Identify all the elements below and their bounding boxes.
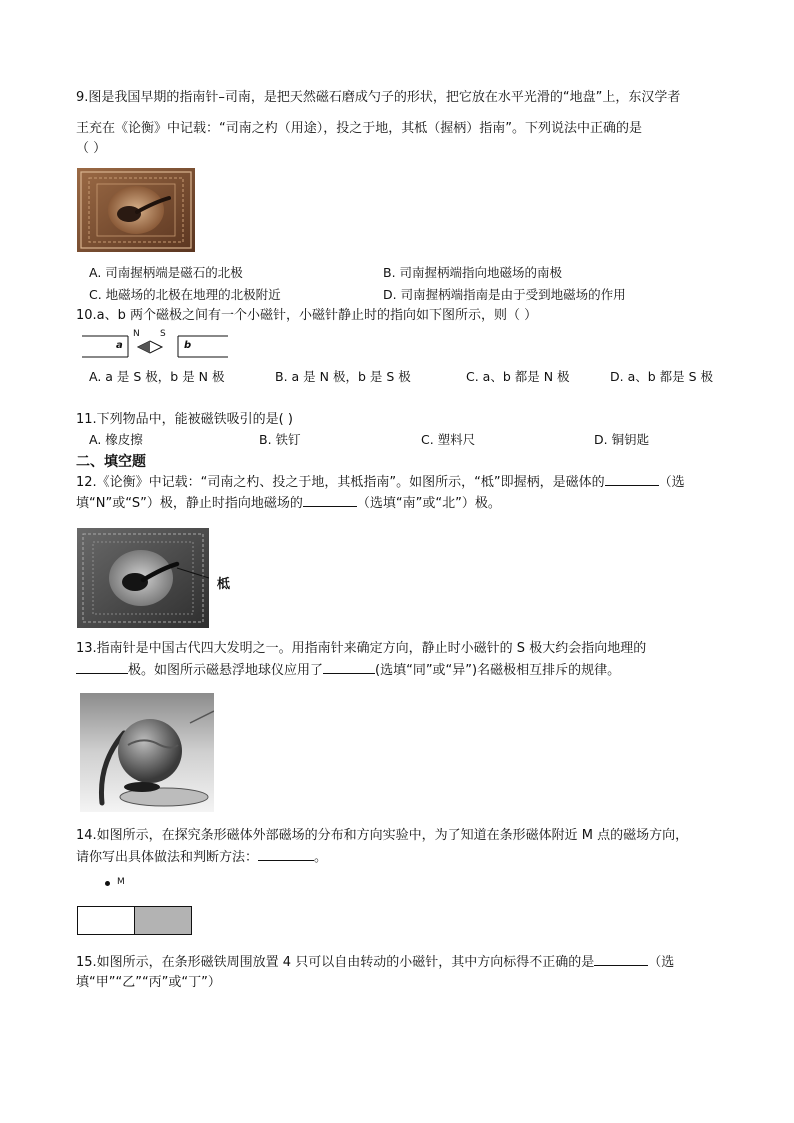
point-m-dot xyxy=(105,881,110,886)
sinan-compass-image xyxy=(77,168,195,252)
q11-stem: 11.下列物品中，能被磁铁吸引的是( ) xyxy=(76,412,293,427)
q11-option-d[interactable]: D. 铜钥匙 xyxy=(594,432,650,447)
q11-option-c[interactable]: C. 塑料尺 xyxy=(421,432,476,447)
q13-blank-1[interactable] xyxy=(76,661,128,674)
q12-line2-text: 填“N”或“S”）极，静止时指向地磁场的 xyxy=(76,496,303,511)
needle-s-label: S xyxy=(160,329,166,339)
q12-line1-suffix: （选 xyxy=(658,475,685,490)
q12-blank-1[interactable] xyxy=(605,473,659,486)
q12-line1-text: 12.《论衡》中记载：“司南之杓、投之于地，其柢指南”。如图所示，“柢”即握柄，是磁体的 xyxy=(76,475,605,490)
section-heading: 二、填空题 xyxy=(76,454,146,470)
q9-option-c[interactable]: C. 地磁场的北极在地理的北极附近 xyxy=(89,287,281,302)
q12-line1 xyxy=(76,473,685,492)
q10-stem: 10.a、b 两个磁极之间有一个小磁针，小磁针静止时的指向如下图所示，则（ ） xyxy=(76,308,538,323)
needle-n-label: N xyxy=(133,329,140,339)
sinan-grayscale-image xyxy=(77,528,209,628)
q14-line2-text: 请你写出具体做法和判断方法： xyxy=(76,850,259,865)
magnet-b-label: b xyxy=(184,340,192,351)
q9-option-d[interactable]: D. 司南握柄端指南是由于受到地磁场的作用 xyxy=(383,287,626,302)
q9-option-a[interactable]: A. 司南握柄端是磁石的北极 xyxy=(89,265,243,280)
q10-option-b[interactable]: B. a 是 N 极，b 是 S 极 xyxy=(275,369,411,384)
q11-option-b[interactable]: B. 铁钉 xyxy=(259,432,301,447)
q15-line1 xyxy=(76,953,674,972)
bar-magnet-white-half xyxy=(78,907,135,934)
q12-blank-2[interactable] xyxy=(303,494,357,507)
q12-line2-suffix: （选填“南”或“北”）极。 xyxy=(356,496,501,511)
magnet-poles-figure xyxy=(82,331,228,361)
q10-option-c[interactable]: C. a、b 都是 N 极 xyxy=(466,369,570,384)
handle-label: 柢 xyxy=(217,577,231,592)
q9-stem-line1: 9.图是我国早期的指南针–司南，是把天然磁石磨成勺子的形状，把它放在水平光滑的“地盘”上，东汉学者 xyxy=(76,90,681,105)
q9-option-b[interactable]: B. 司南握柄端指向地磁场的南极 xyxy=(383,265,563,280)
q15-line2: 填“甲”“乙”“丙”或“丁”） xyxy=(76,975,221,990)
q10-option-d[interactable]: D. a、b 都是 S 极 xyxy=(610,369,714,384)
q9-paren: （ ） xyxy=(76,141,107,156)
q15-blank[interactable] xyxy=(594,953,648,966)
q13-line2 xyxy=(76,661,620,680)
q13-line2-suffix: (选填“同”或“异”)名磁极相互排斥的规律。 xyxy=(375,663,621,678)
magnet-a-label: a xyxy=(116,340,123,351)
point-m-label: M xyxy=(117,877,125,887)
q9-stem-line2: 王充在《论衡》中记载：“司南之杓（用途），投之于地，其柢（握柄）指南”。下列说法中正确的是 xyxy=(76,121,642,136)
q10-option-a[interactable]: A. a 是 S 极，b 是 N 极 xyxy=(89,369,225,384)
q14-line2 xyxy=(76,848,327,867)
q12-line2 xyxy=(76,494,501,513)
q13-line1: 13.指南针是中国古代四大发明之一。用指南针来确定方向，静止时小磁针的 S 极大约会指向地理的 xyxy=(76,641,647,656)
q11-option-a[interactable]: A. 橡皮擦 xyxy=(89,432,143,447)
q15-line1-text: 15.如图所示，在条形磁铁周围放置 4 只可以自由转动的小磁针，其中方向标得不正确的是 xyxy=(76,955,595,970)
bar-magnet xyxy=(77,906,192,935)
q14-line2-suffix: 。 xyxy=(314,850,328,865)
q14-line1: 14.如图所示，在探究条形磁体外部磁场的分布和方向实验中，为了知道在条形磁体附近 M 点的磁场方向， xyxy=(76,828,689,843)
q15-line1-suffix: （选 xyxy=(648,955,675,970)
q13-line2-text: 极。如图所示磁悬浮地球仪应用了 xyxy=(128,663,324,678)
bar-magnet-gray-half xyxy=(135,907,191,934)
maglev-globe-image xyxy=(80,693,214,812)
q14-blank[interactable] xyxy=(258,848,314,861)
q13-blank-2[interactable] xyxy=(323,661,375,674)
